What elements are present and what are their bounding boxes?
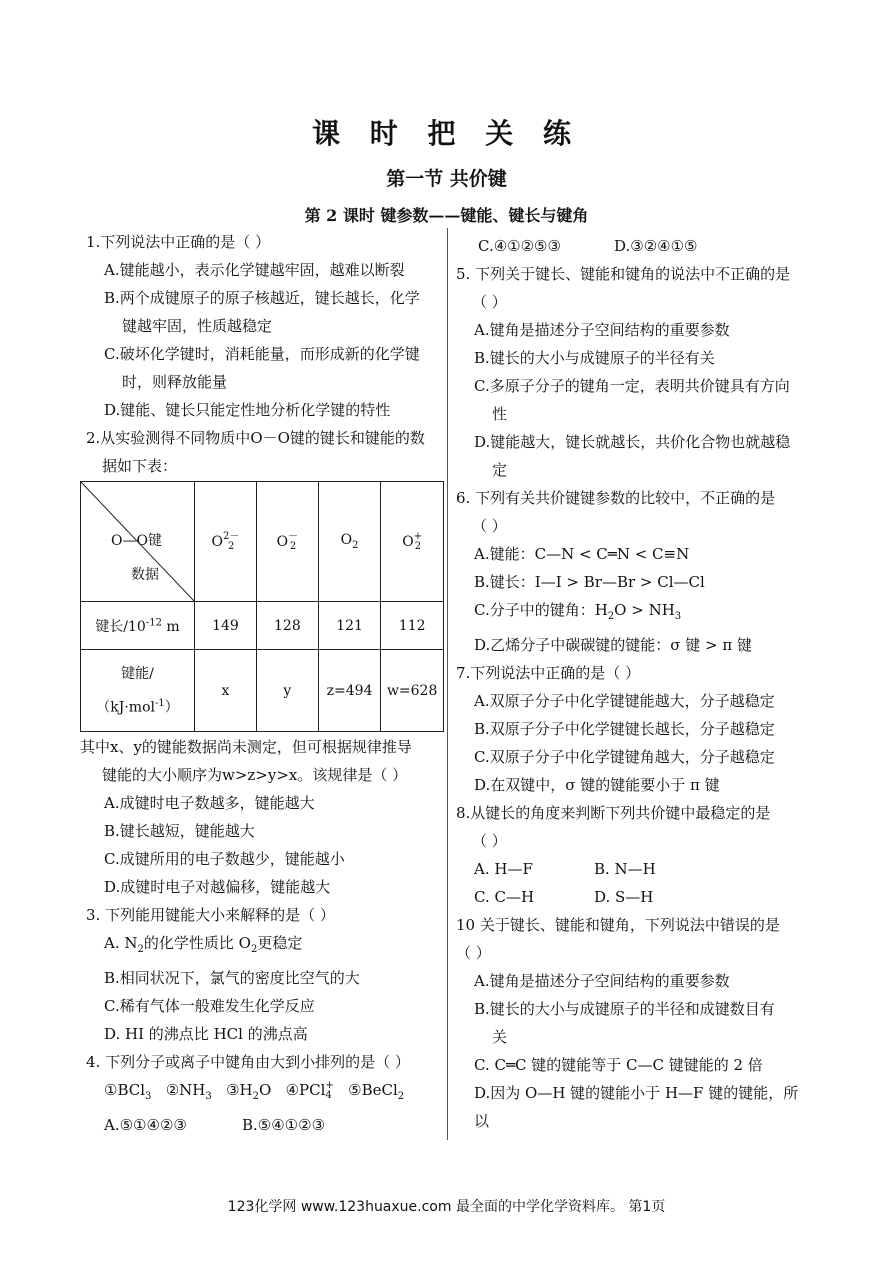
q4-items: ①BCl$_3$ $②NH_3$ $③H_2O$ ④PCl + 4 ⑤BeCl$_2$ bbox=[104, 1080, 405, 1102]
q5-option-c: C.多原子分子的键角一定，表明共价键具有方向 bbox=[474, 377, 790, 395]
q1-option-c: C.破坏化学键时，消耗能量，而形成新的化学键 bbox=[104, 345, 420, 363]
table-cell: 128 bbox=[256, 602, 318, 650]
q5-option-b: B.键长的大小与成键原子的半径有关 bbox=[474, 349, 715, 367]
q8-stem: 8.从键长的角度来判断下列共价键中最稳定的是 bbox=[456, 804, 771, 822]
q4-options-ab bbox=[86, 1111, 442, 1139]
q2-option-b: B.键长越短，键能越大 bbox=[104, 822, 255, 840]
header-o2: $O_2$ bbox=[318, 482, 381, 602]
q8-options-ab bbox=[456, 855, 811, 883]
table-cell: 112 bbox=[381, 602, 444, 650]
q4-option-c: C.④①②⑤③ bbox=[478, 237, 561, 255]
q2-option-c: C.成键所用的电子数越少，键能越小 bbox=[104, 850, 345, 868]
q4-stem: 4. 下列分子或离子中键角由大到小排列的是（ ） bbox=[86, 1053, 410, 1071]
q10-paren: （ ） bbox=[456, 944, 491, 962]
q5-option-c-cont: 性 bbox=[492, 405, 508, 423]
q3-option-a: A. $N_2$的化学性质比 $O_2$更稳定 bbox=[104, 934, 303, 955]
left-column-top bbox=[86, 228, 442, 480]
table-cell: w=628 bbox=[381, 650, 444, 732]
table-corner-cell bbox=[81, 482, 195, 602]
q6-stem: 6. 下列有关共价键键参数的比较中，不正确的是 bbox=[456, 489, 776, 507]
table-cell: z=494 bbox=[318, 650, 381, 732]
q8-options-cd bbox=[456, 883, 811, 911]
q3-option-d: D. HI 的沸点比 HCl 的沸点高 bbox=[104, 1025, 308, 1043]
q2-stem-cont: 据如下表： bbox=[102, 457, 178, 475]
q10-option-c: C. C═C 键的键能等于 C—C 键键能的 2 倍 bbox=[474, 1056, 763, 1074]
row-bond-length-label: 键长$/10^{-12}$ m bbox=[81, 602, 195, 650]
q6-option-c: C.分子中的键角：$H_2O > NH_3$ bbox=[474, 601, 682, 622]
q10-option-b: B.键长的大小与成键原子的半径和成键数目有 bbox=[474, 1000, 775, 1018]
q5-option-d: D.键能越大，键长就越长，共价化合物也就越稳 bbox=[474, 433, 791, 451]
q7-option-a: A.双原子分子中化学键键能越大，分子越稳定 bbox=[474, 692, 775, 710]
q1-option-a: A.键能越小，表示化学键越牢固，越难以断裂 bbox=[104, 261, 405, 279]
page-title: 课 时 把 关 练 bbox=[312, 117, 581, 150]
q8-paren: （ ） bbox=[472, 832, 507, 850]
left-column-bottom bbox=[80, 733, 442, 1139]
q6-option-a: A.键能：C—N < C═N < C≡N bbox=[474, 545, 690, 563]
q8-option-d: D. S—H bbox=[594, 888, 654, 906]
q4-options-cd bbox=[456, 232, 811, 260]
q10-option-d: D.因为 O—H 键的键能小于 H—F 键的键能，所以 bbox=[474, 1084, 799, 1130]
row-bond-energy-label: 键能/ （kJ·mol$^{-1}$） bbox=[81, 650, 195, 732]
page-footer: 123化学网 www.123huaxue.com 最全面的中学化学资料库。 第1页 bbox=[227, 1199, 666, 1215]
q5-option-a: A.键角是描述分子空间结构的重要参数 bbox=[474, 321, 730, 339]
q7-stem: 7.下列说法中正确的是（ ） bbox=[456, 664, 641, 682]
q4-option-b: B.⑤④①②③ bbox=[242, 1116, 326, 1134]
section-title: 第一节 共价键 bbox=[386, 168, 507, 190]
right-column bbox=[456, 232, 811, 1135]
q8-option-c: C. C—H bbox=[474, 888, 535, 906]
corner-top-label: O—O键 bbox=[111, 533, 162, 549]
q8-option-a: A. H—F bbox=[474, 860, 533, 878]
q8-option-b: B. N—H bbox=[594, 860, 656, 878]
q4-option-d: D.③②④①⑤ bbox=[614, 237, 698, 255]
q2-option-a: A.成键时电子数越多，键能越大 bbox=[104, 794, 315, 812]
q2-after-text-cont: 键能的大小顺序为w>z>y>x。该规律是（ ） bbox=[102, 766, 408, 784]
table-cell: 121 bbox=[318, 602, 381, 650]
q7-option-d: D.在双键中，σ 键的键能要小于 π 键 bbox=[474, 776, 720, 794]
column-divider bbox=[447, 228, 448, 1140]
q7-option-c: C.双原子分子中化学键键角越大，分子越稳定 bbox=[474, 748, 775, 766]
q5-paren: （ ） bbox=[472, 293, 507, 311]
q6-option-d: D.乙烯分子中碳碳键的键能：σ 键 > π 键 bbox=[474, 636, 752, 654]
q1-option-c-cont: 时，则释放能量 bbox=[122, 373, 228, 391]
lesson-title: 第 2 课时 键参数——键能、键长与键角 bbox=[304, 206, 589, 225]
q10-stem: 10 关于键长、键能和键角，下列说法中错误的是 bbox=[456, 916, 780, 934]
q10-option-b-cont: 关 bbox=[492, 1028, 508, 1046]
corner-bottom-label: 数据 bbox=[131, 567, 159, 583]
q6-option-b: B.键长：I—I > Br—Br > Cl—Cl bbox=[474, 573, 705, 591]
bond-data-table bbox=[80, 481, 444, 732]
q2-stem: 2.从实验测得不同物质中O－O键的键长和键能的数 bbox=[86, 429, 425, 447]
q4-option-a: A.⑤①④②③ bbox=[104, 1116, 187, 1134]
q1-option-b-cont: 键越牢固，性质越稳定 bbox=[122, 317, 273, 335]
q3-option-c: C.稀有气体一般难发生化学反应 bbox=[104, 997, 315, 1015]
table-cell: y bbox=[256, 650, 318, 732]
q5-option-d-cont: 定 bbox=[492, 461, 508, 479]
q1-option-d: D.键能、键长只能定性地分析化学键的特性 bbox=[104, 401, 391, 419]
header-o2-minus: O － 2 bbox=[256, 482, 318, 602]
header-o2-plus: O + 2 bbox=[381, 482, 444, 602]
q3-stem: 3. 下列能用键能大小来解释的是（ ） bbox=[86, 906, 335, 924]
q7-option-b: B.双原子分子中化学键键长越长，分子越稳定 bbox=[474, 720, 775, 738]
table-cell: 149 bbox=[195, 602, 257, 650]
table-cell: x bbox=[195, 650, 257, 732]
q10-option-a: A.键角是描述分子空间结构的重要参数 bbox=[474, 972, 730, 990]
q2-option-d: D.成键时电子对越偏移，键能越大 bbox=[104, 878, 331, 896]
q3-option-b: B.相同状况下，氯气的密度比空气的大 bbox=[104, 969, 360, 987]
q1-stem: 1.下列说法中正确的是（ ） bbox=[86, 233, 271, 251]
q2-after-text: 其中x、y的键能数据尚未测定，但可根据规律推导 bbox=[80, 738, 412, 756]
q6-paren: （ ） bbox=[472, 517, 507, 535]
q1-option-b: B.两个成键原子的原子核越近，键长越长，化学 bbox=[104, 289, 420, 307]
q5-stem: 5. 下列关于键长、键能和键角的说法中不正确的是 bbox=[456, 265, 791, 283]
header-o2-2minus: O 2－ 2 bbox=[195, 482, 257, 602]
